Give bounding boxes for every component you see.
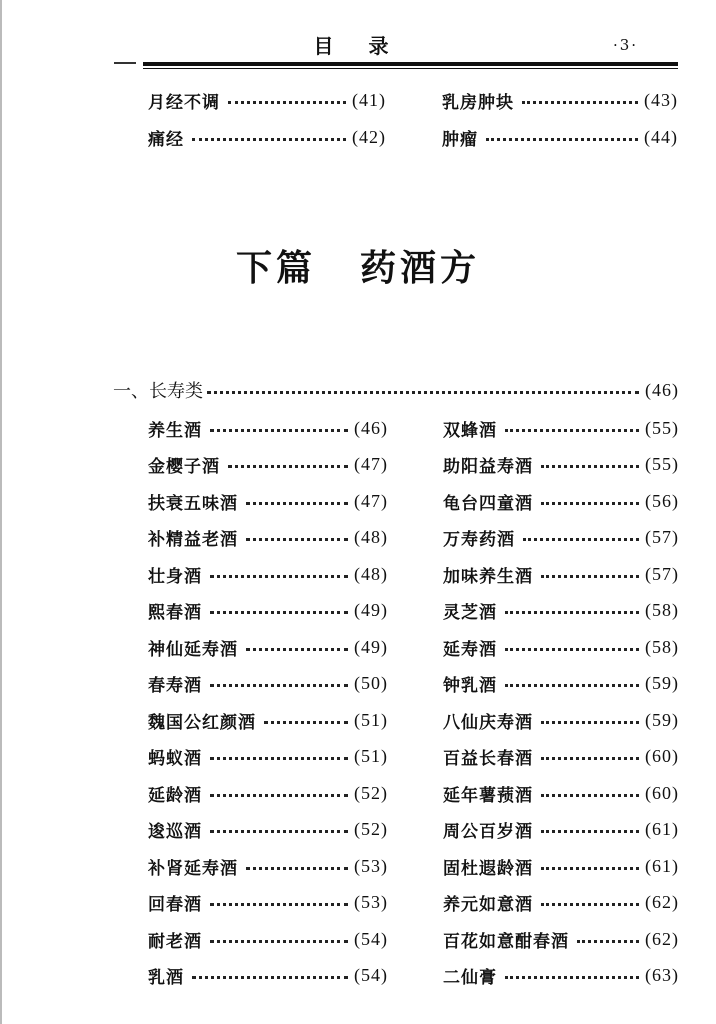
toc-entry[interactable] xyxy=(443,523,679,553)
section-name: 药酒方 xyxy=(360,248,481,289)
dot-leader xyxy=(228,101,346,104)
toc-entry[interactable] xyxy=(148,523,388,553)
section-part: 下篇 xyxy=(235,248,316,289)
toc-entry-page: (57) xyxy=(645,563,679,584)
toc-entry-page: (52) xyxy=(354,782,388,803)
toc-entry-page: (59) xyxy=(645,709,679,730)
toc-entry[interactable] xyxy=(443,486,679,516)
toc-entry[interactable] xyxy=(443,705,679,735)
toc-entry-title: 壮身酒 xyxy=(148,566,202,587)
dot-leader xyxy=(541,465,639,468)
page-edge-line xyxy=(0,0,2,1024)
dot-leader xyxy=(541,502,639,505)
toc-entry-page: (41) xyxy=(352,89,386,110)
dot-leader xyxy=(541,721,639,724)
toc-entry-title: 魏国公红颜酒 xyxy=(148,712,256,733)
toc-category[interactable] xyxy=(113,375,679,405)
toc-entry-title: 乳房肿块 xyxy=(442,92,514,113)
section-heading xyxy=(0,240,716,291)
toc-entry[interactable] xyxy=(442,85,678,115)
dot-leader xyxy=(505,429,639,432)
toc-entry[interactable] xyxy=(148,122,386,152)
toc-entry-title: 二仙膏 xyxy=(443,968,497,988)
dot-leader xyxy=(486,138,638,141)
toc-entry[interactable] xyxy=(443,924,679,954)
toc-entry[interactable] xyxy=(148,815,388,845)
toc-entry-title: 养元如意酒 xyxy=(443,895,533,915)
toc-entry[interactable] xyxy=(148,961,388,991)
toc-entry[interactable] xyxy=(443,961,679,991)
toc-entry-page: (53) xyxy=(354,892,388,912)
dot-leader xyxy=(210,429,348,432)
toc-entry-title: 灵芝酒 xyxy=(443,603,497,623)
toc-entry-page: (60) xyxy=(645,746,679,766)
toc-entry-title: 延年薯蓣酒 xyxy=(443,785,533,806)
toc-entry-title: 肿瘤 xyxy=(442,129,478,150)
header-rule-thin xyxy=(143,68,678,69)
toc-category-page: (46) xyxy=(645,379,679,400)
toc-entry-page: (49) xyxy=(354,636,388,657)
dot-leader xyxy=(246,502,348,505)
toc-entry[interactable] xyxy=(443,596,679,626)
toc-entry-page: (47) xyxy=(354,454,388,474)
dot-leader xyxy=(246,867,348,870)
dot-leader xyxy=(192,138,346,141)
toc-entry[interactable] xyxy=(148,413,388,443)
dot-leader xyxy=(541,794,639,797)
toc-entry-title: 扶衰五味酒 xyxy=(148,493,238,514)
toc-entry-title: 耐老酒 xyxy=(148,931,202,952)
toc-entry[interactable] xyxy=(443,559,679,589)
toc-entry-page: (58) xyxy=(645,636,679,657)
dot-leader xyxy=(246,648,348,651)
toc-entry-page: (56) xyxy=(645,490,679,511)
toc-entry-title: 熙春酒 xyxy=(148,603,202,623)
toc-entry-page: (51) xyxy=(354,746,388,766)
dot-leader xyxy=(505,684,639,687)
toc-entry-page: (59) xyxy=(645,673,679,693)
toc-entry-page: (53) xyxy=(354,855,388,876)
toc-entry-page: (44) xyxy=(644,126,678,147)
toc-entry-title: 养生酒 xyxy=(148,420,202,441)
toc-entry[interactable] xyxy=(443,815,679,845)
toc-entry-title: 补肾延寿酒 xyxy=(148,858,238,879)
toc-entry-page: (63) xyxy=(645,965,679,985)
dot-leader xyxy=(210,757,348,760)
toc-entry-title: 逡巡酒 xyxy=(148,822,202,842)
dot-leader xyxy=(246,538,348,541)
dot-leader xyxy=(523,538,639,541)
dot-leader xyxy=(210,684,348,687)
toc-entry[interactable] xyxy=(443,851,679,881)
toc-entry[interactable] xyxy=(148,559,388,589)
toc-entry-page: (48) xyxy=(354,527,388,547)
dot-leader xyxy=(505,976,639,979)
toc-entry-page: (61) xyxy=(645,855,679,876)
toc-entry-title: 神仙延寿酒 xyxy=(148,639,238,660)
dot-leader xyxy=(228,465,348,468)
dot-leader xyxy=(264,721,348,724)
toc-entry-page: (60) xyxy=(645,782,679,803)
toc-entry-title: 双蜂酒 xyxy=(443,420,497,441)
toc-entry[interactable] xyxy=(148,778,388,808)
header-rule-stub xyxy=(114,62,136,64)
dot-leader xyxy=(210,794,348,797)
toc-entry-title: 春寿酒 xyxy=(148,676,202,696)
toc-entry-page: (62) xyxy=(645,892,679,912)
dot-leader xyxy=(541,830,639,833)
toc-entry-page: (58) xyxy=(645,600,679,620)
dot-leader xyxy=(541,757,639,760)
toc-entry[interactable] xyxy=(148,596,388,626)
toc-entry-title: 钟乳酒 xyxy=(443,676,497,696)
dot-leader xyxy=(541,575,639,578)
toc-entry-page: (51) xyxy=(354,709,388,730)
toc-entry-title: 万寿药酒 xyxy=(443,530,515,550)
toc-entry-title: 回春酒 xyxy=(148,895,202,915)
toc-entry-title: 延龄酒 xyxy=(148,785,202,806)
toc-entry-title: 金樱子酒 xyxy=(148,457,220,477)
toc-entry[interactable] xyxy=(148,705,388,735)
toc-entry-title: 月经不调 xyxy=(148,92,220,113)
toc-entry[interactable] xyxy=(148,669,388,699)
toc-entry-page: (43) xyxy=(644,89,678,110)
toc-category-title: 一、长寿类 xyxy=(113,381,203,402)
dot-leader xyxy=(210,903,348,906)
toc-entry-title: 龟台四童酒 xyxy=(443,493,533,514)
toc-entry[interactable] xyxy=(148,742,388,772)
page-number: ·3· xyxy=(613,36,639,54)
toc-entry[interactable] xyxy=(148,888,388,918)
toc-entry-page: (55) xyxy=(645,454,679,474)
toc-entry-title: 补精益老酒 xyxy=(148,530,238,550)
toc-entry[interactable] xyxy=(148,924,388,954)
toc-entry-page: (46) xyxy=(354,417,388,438)
toc-entry-title: 周公百岁酒 xyxy=(443,822,533,842)
page-header-title: 目 录 xyxy=(313,34,403,58)
toc-entry-title: 加味养生酒 xyxy=(443,566,533,587)
dot-leader xyxy=(505,611,639,614)
toc-entry[interactable] xyxy=(148,450,388,480)
toc-entry[interactable] xyxy=(443,888,679,918)
dot-leader xyxy=(207,391,639,394)
toc-entry[interactable] xyxy=(443,413,679,443)
toc-entry-title: 痛经 xyxy=(148,129,184,150)
toc-entry-page: (55) xyxy=(645,417,679,438)
toc-entry[interactable] xyxy=(443,450,679,480)
toc-entry-page: (61) xyxy=(645,819,679,839)
dot-leader xyxy=(210,575,348,578)
dot-leader xyxy=(210,611,348,614)
toc-entry-page: (50) xyxy=(354,673,388,693)
toc-entry-page: (54) xyxy=(354,928,388,949)
toc-entry-title: 蚂蚁酒 xyxy=(148,749,202,769)
toc-entry[interactable] xyxy=(148,85,386,115)
toc-entry-title: 固杜遐龄酒 xyxy=(443,858,533,879)
toc-entry-page: (49) xyxy=(354,600,388,620)
toc-entry[interactable] xyxy=(443,632,679,662)
toc-entry[interactable] xyxy=(148,851,388,881)
toc-entry[interactable] xyxy=(148,486,388,516)
toc-entry-title: 八仙庆寿酒 xyxy=(443,712,533,733)
dot-leader xyxy=(541,867,639,870)
toc-entry-page: (54) xyxy=(354,965,388,985)
toc-entry[interactable] xyxy=(442,122,678,152)
toc-entry[interactable] xyxy=(148,632,388,662)
toc-entry-page: (47) xyxy=(354,490,388,511)
header-rule-thick xyxy=(143,62,678,66)
toc-entry-title: 延寿酒 xyxy=(443,639,497,660)
toc-entry[interactable] xyxy=(443,778,679,808)
toc-entry-page: (57) xyxy=(645,527,679,547)
toc-entry-title: 百益长春酒 xyxy=(443,749,533,769)
toc-entry-page: (52) xyxy=(354,819,388,839)
dot-leader xyxy=(210,830,348,833)
toc-entry[interactable] xyxy=(443,669,679,699)
toc-entry-title: 乳酒 xyxy=(148,968,184,988)
dot-leader xyxy=(505,648,639,651)
toc-entry[interactable] xyxy=(443,742,679,772)
toc-entry-page: (62) xyxy=(645,928,679,949)
dot-leader xyxy=(192,976,348,979)
toc-entry-page: (48) xyxy=(354,563,388,584)
dot-leader xyxy=(577,940,639,943)
toc-entry-title: 百花如意酣春酒 xyxy=(443,931,569,952)
toc-entry-title: 助阳益寿酒 xyxy=(443,457,533,477)
toc-entry-page: (42) xyxy=(352,126,386,147)
dot-leader xyxy=(541,903,639,906)
dot-leader xyxy=(210,940,348,943)
dot-leader xyxy=(522,101,638,104)
